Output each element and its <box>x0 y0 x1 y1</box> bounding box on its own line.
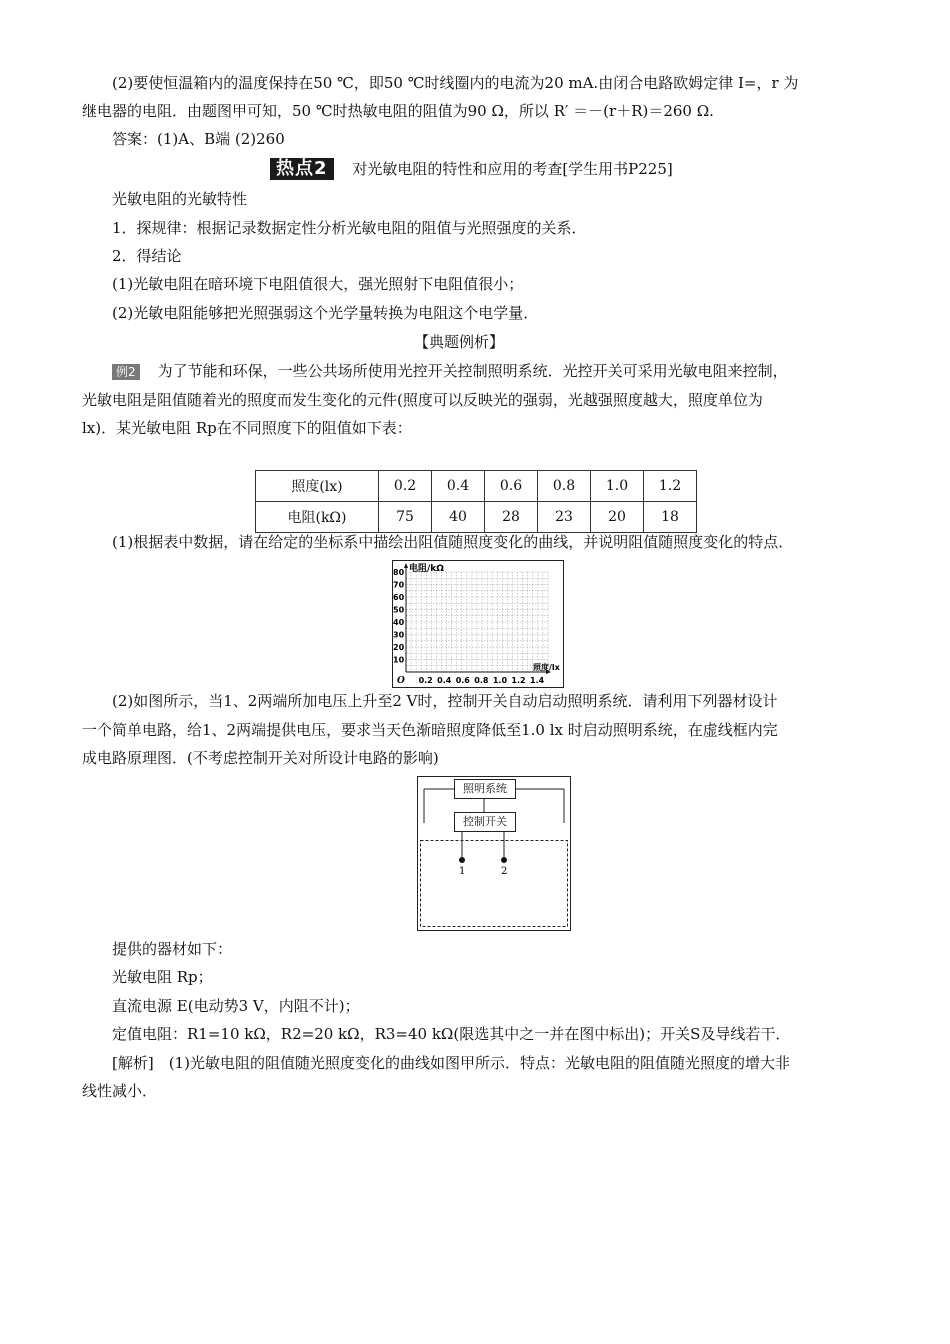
question-1: (1)根据表中数据，请在给定的坐标系中描绘出阻值随照度变化的曲线，并说明阻值随照度变化的特点． <box>112 533 794 551</box>
x-tick-label: 1.4 <box>530 676 545 685</box>
terminal-1-label: 1 <box>459 866 466 877</box>
material-photoresistor: 光敏电阻 Rp； <box>112 968 213 986</box>
y-tick-label: 20 <box>393 643 405 652</box>
conclusion-1: (1)光敏电阻在暗环境下电阻值很大，强光照射下电阻值很小； <box>112 275 524 293</box>
material-resistors: 定值电阻：R1=10 kΩ，R2=20 kΩ，R3=40 kΩ(限选其中之一并在图中标出)；开关S及导线若干． <box>112 1025 791 1043</box>
example-line-1 <box>112 360 788 382</box>
blank-coordinate-grid <box>392 560 564 688</box>
question-2-line-2: 一个简单电路，给1、2两端提供电压，要求当天色渐暗照度降低至1.0 lx 时启动照明系统，在虚线框内完 <box>82 721 778 739</box>
y-tick-label: 50 <box>393 605 405 615</box>
answer-line: 答案：(1)A、B端 (2)260 <box>112 130 285 148</box>
example-badge: 例2 <box>112 364 140 380</box>
origin-label: O <box>397 676 405 686</box>
example-line-3: lx)．某光敏电阻 Rp在不同照度下的阻值如下表： <box>82 419 412 437</box>
table-cell: 0.8 <box>538 471 591 502</box>
table-cell: 1.0 <box>591 471 644 502</box>
terminal-2-label: 2 <box>501 866 508 877</box>
y-tick-label: 30 <box>393 630 405 640</box>
example-line-2: 光敏电阻是阻值随着光的照度而发生变化的元件(照度可以反映光的强弱，光越强照度越大，照度单位为 <box>82 391 763 409</box>
y-axis-label: 电阻/kΩ <box>409 564 444 574</box>
rule-line: 1．探规律：根据记录数据定性分析光敏电阻的阻值与光照强度的关系． <box>112 219 587 237</box>
x-axis-label: 照度/lx <box>533 663 560 672</box>
table-cell: 0.2 <box>379 471 432 502</box>
example-text-1: 为了节能和环保，一些公共场所使用光控开关控制照明系统．光控开关可采用光敏电阻来控制， <box>157 362 788 380</box>
dashed-design-area <box>421 841 568 927</box>
conclusion-title: 2．得结论 <box>112 247 182 265</box>
control-switch-box: 控制开关 <box>454 812 516 832</box>
solution-line-1: (2)要使恒温箱内的温度保持在50 ℃，即50 ℃时线圈内的电流为20 mA.由闭合电路欧姆定律 I=，r 为 <box>112 74 799 92</box>
analysis-line-2: 线性减小． <box>82 1082 158 1100</box>
x-tick-label: 0.4 <box>437 676 452 685</box>
x-tick-label: 0.2 <box>418 676 433 685</box>
table-cell: 1.2 <box>644 471 697 502</box>
table-cell: 23 <box>538 502 591 533</box>
y-tick-label: 80 <box>393 568 405 577</box>
x-tick-label: 1.2 <box>511 676 526 685</box>
topic-title: 光敏电阻的光敏特性 <box>112 190 248 208</box>
conclusion-2: (2)光敏电阻能够把光照强弱这个光学量转换为电阻这个电学量． <box>112 304 539 322</box>
terminal-1-dot <box>459 857 465 863</box>
question-2-line-3: 成电路原理图．(不考虑控制开关对所设计电路的影响) <box>82 749 439 767</box>
question-2-line-1: (2)如图所示，当1、2两端所加电压上升至2 V时，控制开关自动启动照明系统．请利用下列器材设计 <box>112 692 778 710</box>
hotspot-title: 对光敏电阻的特性和应用的考查[学生用书P225] <box>352 160 673 178</box>
table-cell: 0.6 <box>485 471 538 502</box>
table-cell: 75 <box>379 502 432 533</box>
x-tick-label: 0.6 <box>455 676 470 685</box>
materials-title: 提供的器材如下： <box>112 940 233 958</box>
table-head: 照度(lx) <box>256 471 379 502</box>
x-tick-label: 1.0 <box>492 676 508 685</box>
material-power-source: 直流电源 E(电动势3 V，内阻不计)； <box>112 997 360 1015</box>
hotspot-heading <box>270 158 673 180</box>
table-head: 电阻(kΩ) <box>256 502 379 533</box>
table-row-illuminance <box>256 471 697 502</box>
table-cell: 0.4 <box>432 471 485 502</box>
analysis-line-1: [解析] (1)光敏电阻的阻值随光照度变化的曲线如图甲所示．特点：光敏电阻的阻值随光照度的增大非 <box>112 1054 790 1072</box>
hotspot-badge: 热点2 <box>270 158 334 180</box>
table-cell: 20 <box>591 502 644 533</box>
y-tick-label: 10 <box>393 655 405 665</box>
table-cell: 28 <box>485 502 538 533</box>
y-tick-label: 60 <box>393 593 405 602</box>
table-row-resistance <box>256 502 697 533</box>
x-tick-label: 0.8 <box>474 676 489 685</box>
circuit-diagram <box>417 776 571 931</box>
section-heading: 【典题例析】 <box>414 333 505 351</box>
lighting-system-box: 照明系统 <box>454 779 516 799</box>
terminal-2-dot <box>501 857 507 863</box>
illuminance-resistance-table <box>255 470 697 533</box>
y-tick-label: 40 <box>393 618 405 627</box>
table-cell: 18 <box>644 502 697 533</box>
table-cell: 40 <box>432 502 485 533</box>
y-tick-label: 70 <box>393 580 405 590</box>
solution-line-2: 继电器的电阻．由题图甲可知，50 ℃时热敏电阻的阻值为90 Ω，所以 R′ ＝－(r＋R)＝260 Ω. <box>82 102 714 120</box>
